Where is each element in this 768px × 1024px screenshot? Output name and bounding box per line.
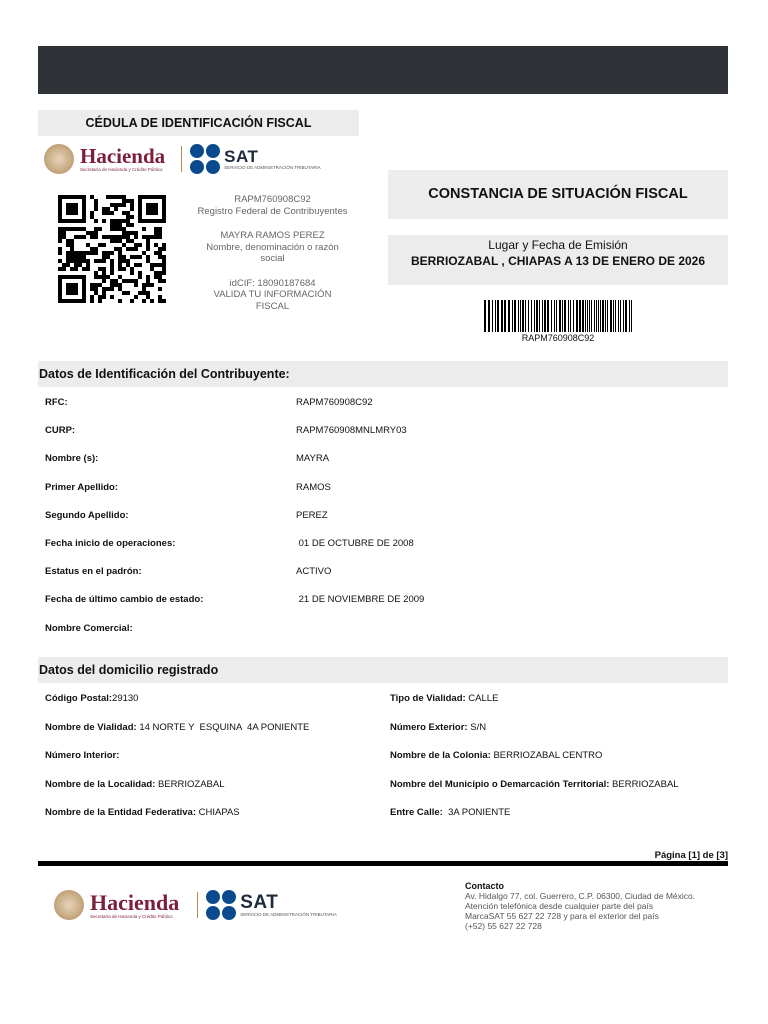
domicilio-field	[390, 779, 679, 790]
lugar-fecha-label: Lugar y Fecha de Emisión	[488, 238, 628, 252]
domicilio-field-label: Entre Calle:	[390, 807, 443, 818]
barcode	[484, 300, 632, 332]
contribuyente-field-label: Estatus en el padrón:	[45, 566, 142, 578]
barcode-text: RAPM760908C92	[521, 333, 595, 343]
contribuyente-field-value: 01 DE OCTUBRE DE 2008	[296, 538, 414, 549]
domicilio-field-label: Nombre de Vialidad:	[45, 721, 137, 733]
identity-rfc: RAPM760908C92	[234, 194, 311, 205]
top-banner	[38, 46, 728, 94]
contribuyente-field-value: RAPM760908MNLMRY03	[296, 425, 407, 437]
mexico-seal-icon	[44, 144, 74, 174]
domicilio-field	[390, 807, 510, 818]
footer-hacienda-logo-subtitle: Secretaría de Hacienda y Crédito Público	[90, 913, 173, 919]
section-domicilio-title: Datos del domicilio registrado	[39, 663, 219, 677]
cedula-title: CÉDULA DE IDENTIFICACIÓN FISCAL	[38, 110, 359, 136]
valida-info-link[interactable]: VALIDA TU INFORMACIÓN	[213, 289, 332, 300]
valida-info-link-2[interactable]: FISCAL	[255, 300, 290, 312]
qr-code	[58, 195, 166, 303]
sat-logo-text: SAT	[224, 147, 259, 166]
logo-divider	[181, 146, 182, 172]
footer-hacienda-logo-text: Hacienda	[90, 889, 180, 915]
footer-mexico-seal-icon	[54, 890, 84, 920]
domicilio-field	[45, 779, 225, 790]
domicilio-field	[45, 750, 119, 761]
contribuyente-field-value: MAYRA	[296, 453, 330, 465]
domicilio-field	[390, 722, 486, 733]
domicilio-field-label: Nombre del Municipio o Demarcación Territorial:	[390, 778, 610, 790]
domicilio-field-label: Número Exterior:	[390, 721, 468, 733]
page-number: Página [1] de [3]	[654, 850, 728, 861]
hacienda-logo-subtitle: Secretaría de Hacienda y Crédito Público	[80, 167, 163, 172]
contribuyente-field-label: Primer Apellido:	[45, 481, 119, 493]
domicilio-field-label: Nombre de la Localidad:	[45, 778, 156, 790]
sat-logo-subtitle: SERVICIO DE ADMINISTRACIÓN TRIBUTARIA	[224, 165, 321, 170]
contact-phone-info: Atención telefónica desde cualquier parte del país	[465, 901, 654, 911]
domicilio-field	[45, 693, 138, 704]
domicilio-field-value: BERRIOZABAL	[609, 778, 679, 790]
identity-block	[190, 194, 355, 312]
contribuyente-field-value: RAMOS	[296, 481, 331, 493]
domicilio-field-value: 29130	[112, 693, 139, 704]
domicilio-field-value: BERRIOZABAL CENTRO	[490, 750, 603, 761]
domicilio-field-label: Nombre de la Entidad Federativa:	[45, 807, 196, 818]
domicilio-field-label: Tipo de Vialidad:	[390, 693, 466, 704]
domicilio-field-value: BERRIOZABAL	[155, 778, 225, 790]
identity-idcif: idCIF: 18090187684	[229, 277, 316, 289]
domicilio-field-value: CALLE	[465, 693, 499, 704]
domicilio-field-value: 14 NORTE Y ESQUINA 4A PONIENTE	[136, 721, 310, 733]
domicilio-field-value: 3A PONIENTE	[442, 807, 511, 818]
contribuyente-field-label: Nombre (s):	[45, 453, 99, 465]
sat-logo-icon	[190, 144, 220, 174]
contribuyente-field-value: PEREZ	[296, 509, 328, 521]
footer-sat-logo-subtitle: SERVICIO DE ADMINISTRACIÓN TRIBUTARIA	[240, 912, 337, 917]
footer-sat-logo-text: SAT	[240, 892, 279, 913]
identity-name-label-2: social	[260, 253, 285, 264]
domicilio-field	[390, 750, 602, 761]
domicilio-field-value: CHIAPAS	[195, 807, 240, 818]
lugar-fecha-value: BERRIOZABAL , CHIAPAS A 13 DE ENERO DE 2026	[410, 254, 706, 268]
domicilio-field-label: Número Interior:	[45, 750, 120, 761]
contribuyente-field-label: Nombre Comercial:	[45, 622, 133, 634]
domicilio-field-label: Nombre de la Colonia:	[390, 750, 491, 761]
contribuyente-field-value: ACTIVO	[296, 566, 332, 578]
identity-rfc-label: Registro Federal de Contribuyentes	[197, 205, 348, 217]
identity-name: MAYRA RAMOS PEREZ	[220, 230, 325, 241]
contribuyente-field-label: RFC:	[45, 397, 68, 408]
domicilio-field	[45, 807, 240, 818]
domicilio-field-value: S/N	[467, 721, 487, 733]
section-domicilio	[38, 657, 728, 683]
identity-name-label: Nombre, denominación o razón	[206, 241, 339, 253]
domicilio-field	[390, 693, 498, 704]
contribuyente-field-value: 21 DE NOVIEMBRE DE 2009	[296, 594, 425, 606]
footer-logo-divider	[197, 892, 198, 918]
contact-intl-phone: (+52) 55 627 22 728	[465, 921, 542, 931]
contact-address: Av. Hidalgo 77, col. Guerrero, C.P. 06300, Ciudad de México.	[465, 891, 696, 901]
footer-sat-logo-icon	[206, 890, 236, 920]
contribuyente-field-label: CURP:	[45, 425, 76, 437]
hacienda-logo-text: Hacienda	[80, 144, 166, 168]
constancia-title: CONSTANCIA DE SITUACIÓN FISCAL	[388, 170, 728, 219]
contribuyente-field-label: Fecha inicio de operaciones:	[45, 538, 176, 549]
section-contribuyente-title: Datos de Identificación del Contribuyente:	[39, 367, 290, 381]
contribuyente-field-label: Segundo Apellido:	[45, 509, 129, 521]
domicilio-field	[45, 722, 309, 733]
contact-block	[465, 881, 728, 931]
domicilio-field-label: Código Postal:	[45, 693, 113, 704]
contribuyente-field-label: Fecha de último cambio de estado:	[45, 594, 204, 606]
footer-divider	[38, 861, 728, 866]
lugar-fecha-box	[388, 235, 728, 285]
section-contribuyente	[38, 361, 728, 387]
contact-marcasat: MarcaSAT 55 627 22 728 y para el exterior del país	[465, 911, 659, 921]
contact-title: Contacto	[465, 881, 504, 891]
footer-logos	[54, 890, 337, 920]
header-logos	[44, 144, 321, 174]
contribuyente-field-value: RAPM760908C92	[296, 397, 373, 408]
